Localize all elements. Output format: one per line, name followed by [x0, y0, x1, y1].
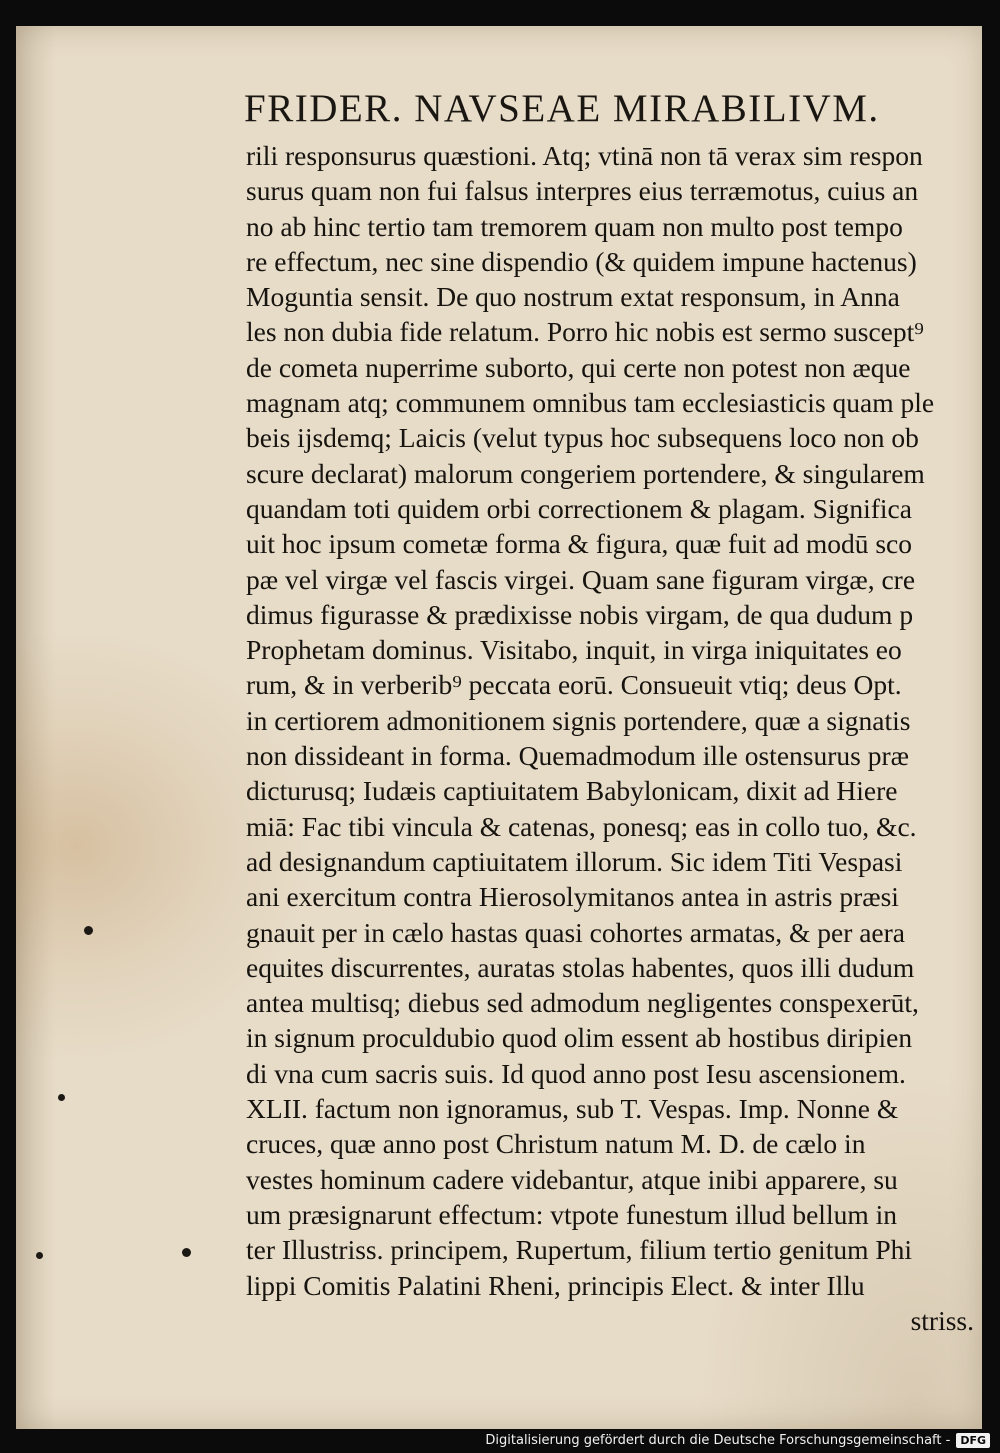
dfg-logo-icon: DFG: [956, 1433, 990, 1448]
text-line: rum, & in verberib⁹ peccata eorū. Consueuit vtiq; deus Opt.: [246, 669, 902, 701]
text-line: ani exercitum contra Hierosolymitanos antea in astris præsi: [246, 881, 899, 913]
text-line: lippi Comitis Palatini Rheni, principis Elect. & inter Illu: [246, 1269, 865, 1301]
footer-credit: Digitalisierung gefördert durch die Deutsche Forschungsgemeinschaft -: [485, 1432, 951, 1448]
text-line: dicturusq; Iudæis captiuitatem Babylonicam, dixit ad Hiere: [246, 775, 898, 807]
text-line: antea multisq; diebus sed admodum negligentes conspexerūt,: [246, 987, 919, 1019]
text-line: um præsignarunt effectum: vtpote funestum illud bellum in: [246, 1198, 897, 1230]
ink-spot: [182, 1248, 191, 1257]
text-line: dimus figurasse & prædixisse nobis virgam, de qua dudum p: [246, 598, 914, 630]
text-line: de cometa nuperrime suborto, qui certe non potest non æque: [246, 351, 911, 383]
text-line: ad designandum captiuitatem illorum. Sic idem Titi Vespasi: [246, 845, 903, 877]
text-line: scure declarat) malorum congeriem portendere, & singularem: [246, 457, 925, 489]
ink-spot: [36, 1252, 43, 1259]
text-line: cruces, quæ anno post Christum natum M. D. de cælo in: [246, 1128, 866, 1160]
text-line: uit hoc ipsum cometæ forma & figura, quæ fuit ad modū sco: [246, 528, 913, 560]
text-line: gnauit per in cælo hastas quasi cohortes armatas, & per aera: [246, 916, 906, 948]
ink-spot: [84, 926, 93, 935]
text-line: vestes hominum cadere videbantur, atque inibi apparere, su: [246, 1163, 898, 1195]
body-text: [246, 138, 986, 1338]
text-line: les non dubia fide relatum. Porro hic nobis est sermo suscept⁹: [246, 316, 924, 348]
running-head: FRIDER. NAVSEAE MIRABILIVM.: [244, 87, 880, 130]
text-line: in certiorem admonitionem signis portendere, quæ a signatis: [246, 704, 911, 736]
digitization-footer: [485, 1429, 990, 1451]
text-line: re effectum, nec sine dispendio (& quidem impune hactenus): [246, 245, 917, 277]
text-line: beis ijsdemq; Laicis (velut typus hoc subsequens loco non ob: [246, 422, 919, 454]
text-line: non dissideant in forma. Quemadmodum ille ostensurus præ: [246, 740, 909, 772]
book-page: [16, 26, 982, 1429]
text-line: quandam toti quidem orbi correctionem & plagam. Significa: [246, 492, 912, 524]
text-line: miā: Fac tibi vincula & catenas, ponesq; eas in collo tuo, &c.: [246, 810, 917, 842]
text-line: no ab hinc tertio tam tremorem quam non multo post tempo: [246, 210, 903, 242]
text-line-catchword: striss.: [910, 1304, 974, 1336]
text-line: Moguntia sensit. De quo nostrum extat responsum, in Anna: [246, 281, 900, 313]
text-line: magnam atq; communem omnibus tam ecclesiasticis quam ple: [246, 387, 935, 419]
text-line: in signum proculdubio quod olim essent ab hostibus diripien: [246, 1022, 913, 1054]
text-line: di vna cum sacris suis. Id quod anno post Iesu ascensionem.: [246, 1057, 906, 1089]
ink-spot: [58, 1094, 65, 1101]
text-line: equites discurrentes, auratas stolas habentes, quos illi dudum: [246, 951, 915, 983]
text-line: surus quam non fui falsus interpres eius terræmotus, cuius an: [246, 175, 919, 207]
text-line: rili responsurus quæstioni. Atq; vtinā non tā verax sim respon: [246, 140, 923, 171]
text-line: Prophetam dominus. Visitabo, inquit, in virga iniquitates eo: [246, 634, 902, 666]
text-line: XLII. factum non ignoramus, sub T. Vespas. Imp. Nonne &: [246, 1093, 899, 1125]
text-line: ter Illustriss. principem, Rupertum, filium tertio genitum Phi: [246, 1234, 913, 1266]
text-line: pæ vel virgæ vel fascis virgei. Quam sane figuram virgæ, cre: [246, 563, 916, 595]
